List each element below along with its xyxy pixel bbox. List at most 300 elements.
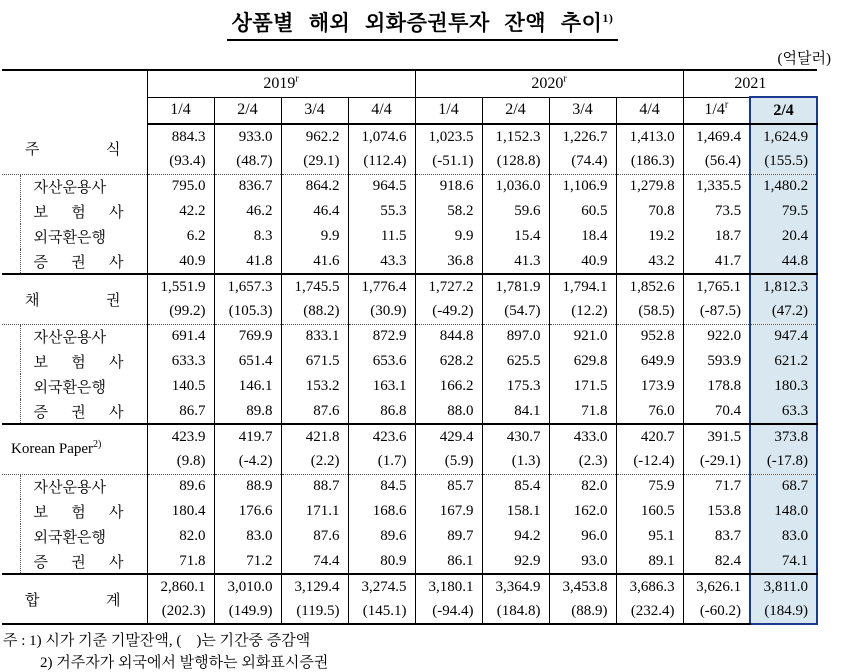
sub-value-cell: 71.7 <box>683 474 750 499</box>
value-cell: 429.4 <box>415 424 482 449</box>
sub-value-cell: 180.3 <box>750 374 817 399</box>
sub-label-char: 사 <box>109 505 124 521</box>
sub-value-cell: 36.8 <box>415 249 482 274</box>
sub-row-label <box>20 249 147 274</box>
value-cell: 3,129.4 <box>281 574 348 599</box>
sub-label-char: 사 <box>109 355 124 371</box>
footnotes <box>3 630 845 672</box>
sub-value-cell: 671.5 <box>281 349 348 374</box>
change-cell: (232.4) <box>616 599 683 624</box>
sub-value-cell: 947.4 <box>750 324 817 349</box>
sub-value-cell: 59.6 <box>482 199 549 224</box>
change-cell: (1.7) <box>348 449 415 474</box>
change-cell: (155.5) <box>750 149 817 174</box>
sub-label-char: 증 <box>33 404 48 421</box>
sub-value-cell: 1,036.0 <box>482 174 549 199</box>
sub-row <box>2 249 817 274</box>
value-cell: 962.2 <box>281 124 348 149</box>
section-value-row <box>2 424 817 449</box>
header-label-text: 4/4 <box>639 101 660 119</box>
sub-value-cell: 71.8 <box>549 399 616 424</box>
sub-value-cell: 964.5 <box>348 174 415 199</box>
row-label-char: 식 <box>106 142 121 159</box>
change-cell: (186.3) <box>616 149 683 174</box>
sub-row-label <box>20 474 147 499</box>
table-corner-cell <box>2 70 147 124</box>
change-cell: (-51.1) <box>415 149 482 174</box>
change-cell: (-12.4) <box>616 449 683 474</box>
year-header-row <box>2 70 817 97</box>
change-cell: (-60.2) <box>683 599 750 624</box>
data-table <box>2 69 818 625</box>
year-header-2019 <box>147 70 415 97</box>
sub-row-indent-spacer <box>2 349 20 374</box>
quarter-header-col2 <box>214 97 281 124</box>
sub-value-cell: 160.5 <box>616 499 683 524</box>
sub-row-label <box>20 549 147 574</box>
sub-value-cell: 20.4 <box>750 224 817 249</box>
sub-value-cell: 629.8 <box>549 349 616 374</box>
sub-value-cell: 162.0 <box>549 499 616 524</box>
sub-value-cell: 15.4 <box>482 224 549 249</box>
value-cell: 1,794.1 <box>549 274 616 299</box>
sub-value-cell: 18.4 <box>549 224 616 249</box>
sub-value-cell: 171.5 <box>549 374 616 399</box>
sub-label-char: 증 <box>33 254 48 271</box>
change-cell: (184.9) <box>750 599 817 624</box>
section-value-row <box>2 274 817 299</box>
sub-value-cell: 872.9 <box>348 324 415 349</box>
year-header-2020 <box>415 70 683 97</box>
sub-row-label-text: 자산운용사 <box>33 480 106 497</box>
header-label-text: 2/4 <box>773 101 794 119</box>
value-cell: 1,074.6 <box>348 124 415 149</box>
value-cell: 3,010.0 <box>214 574 281 599</box>
header-label-text: 1/4 <box>438 101 459 119</box>
change-cell: (128.8) <box>482 149 549 174</box>
sub-value-cell: 74.4 <box>281 549 348 574</box>
sub-value-cell: 168.6 <box>348 499 415 524</box>
sub-value-cell: 76.0 <box>616 399 683 424</box>
sub-value-cell: 70.8 <box>616 199 683 224</box>
sub-row-label-text: 외국환은행 <box>33 530 106 546</box>
row-label-text <box>2 289 147 310</box>
row-label-char: 주 <box>25 142 40 159</box>
sub-value-cell: 83.0 <box>750 524 817 549</box>
sub-value-cell: 11.5 <box>348 224 415 249</box>
header-superscript: r <box>724 99 729 111</box>
sub-row-indent-spacer <box>2 249 20 274</box>
row-label-char: 계 <box>106 592 121 609</box>
sub-value-cell: 41.7 <box>683 249 750 274</box>
value-cell: 1,812.3 <box>750 274 817 299</box>
sub-value-cell: 41.3 <box>482 249 549 274</box>
title-row <box>0 0 845 41</box>
page-title-text: 상품별 해외 외화증권투자 잔액 추이 <box>231 11 603 35</box>
sub-value-cell: 6.2 <box>147 224 214 249</box>
value-cell: 420.7 <box>616 424 683 449</box>
sub-value-cell: 63.3 <box>750 399 817 424</box>
row-label-char: 합 <box>25 592 40 609</box>
sub-value-cell: 68.7 <box>750 474 817 499</box>
section-value-row <box>2 124 817 149</box>
sub-value-cell: 88.7 <box>281 474 348 499</box>
section-value-row <box>2 574 817 599</box>
sub-row-indent-spacer <box>2 524 20 549</box>
value-cell: 1,765.1 <box>683 274 750 299</box>
header-superscript: r <box>563 73 567 85</box>
row-label <box>2 274 147 324</box>
quarter-header-col3 <box>281 97 348 124</box>
sub-value-cell: 1,480.2 <box>750 174 817 199</box>
sub-value-cell: 9.9 <box>415 224 482 249</box>
sub-value-cell: 922.0 <box>683 324 750 349</box>
value-cell: 1,413.0 <box>616 124 683 149</box>
sub-row-label-text: 외국환은행 <box>33 230 106 246</box>
value-cell: 1,226.7 <box>549 124 616 149</box>
table-header <box>2 70 817 124</box>
sub-value-cell: 146.1 <box>214 374 281 399</box>
unit-label: (억달러) <box>777 51 831 67</box>
value-cell: 1,776.4 <box>348 274 415 299</box>
sub-value-cell: 96.0 <box>549 524 616 549</box>
sub-value-cell: 836.7 <box>214 174 281 199</box>
row-label <box>2 424 147 474</box>
sub-value-cell: 46.2 <box>214 199 281 224</box>
sub-value-cell: 87.6 <box>281 524 348 549</box>
sub-value-cell: 173.9 <box>616 374 683 399</box>
quarter-header-col8 <box>616 97 683 124</box>
sub-label-char: 보 <box>33 505 48 521</box>
sub-label-char: 사 <box>109 404 124 421</box>
sub-row-label-text: 자산운용사 <box>33 180 106 197</box>
sub-row-indent-spacer <box>2 474 20 499</box>
sub-value-cell: 40.9 <box>549 249 616 274</box>
sub-value-cell: 952.8 <box>616 324 683 349</box>
header-superscript: 2) <box>93 438 102 450</box>
change-cell: (-29.1) <box>683 449 750 474</box>
value-cell: 1,624.9 <box>750 124 817 149</box>
change-cell: (112.4) <box>348 149 415 174</box>
sub-value-cell: 833.1 <box>281 324 348 349</box>
sub-value-cell: 41.6 <box>281 249 348 274</box>
sub-value-cell: 86.7 <box>147 399 214 424</box>
sub-label-char: 증 <box>33 554 48 571</box>
sub-value-cell: 70.4 <box>683 399 750 424</box>
year-header-2021 <box>683 70 817 97</box>
sub-label-char: 사 <box>109 554 124 571</box>
sub-value-cell: 176.6 <box>214 499 281 524</box>
sub-row <box>2 549 817 574</box>
sub-row <box>2 174 817 199</box>
change-cell: (-87.5) <box>683 299 750 324</box>
sub-row-label-text <box>34 501 124 522</box>
footnote-2: 2) 거주자가 외국에서 발행하는 외화표시증권 <box>40 655 329 671</box>
quarter-header-col10 <box>750 97 817 124</box>
sub-value-cell: 89.6 <box>348 524 415 549</box>
sub-value-cell: 82.0 <box>147 524 214 549</box>
sub-value-cell: 628.2 <box>415 349 482 374</box>
sub-value-cell: 82.0 <box>549 474 616 499</box>
sub-label-char: 보 <box>33 355 48 371</box>
sub-value-cell: 88.9 <box>214 474 281 499</box>
sub-value-cell: 41.8 <box>214 249 281 274</box>
sub-value-cell: 89.7 <box>415 524 482 549</box>
header-label-text: 2020 <box>531 74 564 92</box>
sub-value-cell: 175.3 <box>482 374 549 399</box>
sub-row-label <box>20 199 147 224</box>
sub-value-cell: 897.0 <box>482 324 549 349</box>
sub-value-cell: 93.0 <box>549 549 616 574</box>
sub-value-cell: 79.5 <box>750 199 817 224</box>
sub-value-cell: 85.4 <box>482 474 549 499</box>
sub-row-label-text <box>34 551 124 572</box>
footnote-1: 주 : 1) 시가 기준 기말잔액, ( )는 기간중 증감액 <box>3 633 311 649</box>
sub-value-cell: 1,335.5 <box>683 174 750 199</box>
row-label <box>2 574 147 624</box>
sub-row-label <box>20 399 147 424</box>
change-cell: (5.9) <box>415 449 482 474</box>
header-label-text: 2/4 <box>505 101 526 119</box>
change-cell: (30.9) <box>348 299 415 324</box>
value-cell: 1,781.9 <box>482 274 549 299</box>
sub-value-cell: 171.1 <box>281 499 348 524</box>
sub-value-cell: 769.9 <box>214 324 281 349</box>
value-cell: 3,364.9 <box>482 574 549 599</box>
sub-value-cell: 795.0 <box>147 174 214 199</box>
sub-value-cell: 80.9 <box>348 549 415 574</box>
value-cell: 391.5 <box>683 424 750 449</box>
header-superscript: r <box>295 73 299 85</box>
sub-value-cell: 82.4 <box>683 549 750 574</box>
change-cell: (1.3) <box>482 449 549 474</box>
change-cell: (54.7) <box>482 299 549 324</box>
value-cell: 3,180.1 <box>415 574 482 599</box>
sub-value-cell: 8.3 <box>214 224 281 249</box>
sub-value-cell: 621.2 <box>750 349 817 374</box>
sub-label-char: 험 <box>71 205 86 221</box>
sub-value-cell: 649.9 <box>616 349 683 374</box>
sub-row-label <box>20 524 147 549</box>
sub-label-char: 보 <box>33 205 48 221</box>
quarter-header-col9 <box>683 97 750 124</box>
sub-value-cell: 163.1 <box>348 374 415 399</box>
sub-value-cell: 83.7 <box>683 524 750 549</box>
value-cell: 3,626.1 <box>683 574 750 599</box>
sub-label-char: 권 <box>71 404 86 421</box>
page-title <box>227 7 619 41</box>
sub-row <box>2 224 817 249</box>
value-cell: 419.7 <box>214 424 281 449</box>
value-cell: 2,860.1 <box>147 574 214 599</box>
sub-label-char: 권 <box>71 554 86 571</box>
sub-value-cell: 73.5 <box>683 199 750 224</box>
sub-row-label <box>20 174 147 199</box>
change-cell: (56.4) <box>683 149 750 174</box>
sub-row-indent-spacer <box>2 199 20 224</box>
header-label-text: 1/4 <box>704 101 725 119</box>
sub-value-cell: 44.8 <box>750 249 817 274</box>
value-cell: 1,152.3 <box>482 124 549 149</box>
sub-value-cell: 864.2 <box>281 174 348 199</box>
sub-row-indent-spacer <box>2 499 20 524</box>
sub-value-cell: 1,279.8 <box>616 174 683 199</box>
sub-row <box>2 499 817 524</box>
sub-value-cell: 40.9 <box>147 249 214 274</box>
sub-value-cell: 95.1 <box>616 524 683 549</box>
sub-row-label <box>20 224 147 249</box>
sub-value-cell: 71.8 <box>147 549 214 574</box>
sub-value-cell: 87.6 <box>281 399 348 424</box>
sub-value-cell: 19.2 <box>616 224 683 249</box>
change-cell: (12.2) <box>549 299 616 324</box>
row-label-text <box>2 589 147 610</box>
sub-row <box>2 524 817 549</box>
sub-value-cell: 94.2 <box>482 524 549 549</box>
change-cell: (202.3) <box>147 599 214 624</box>
change-cell: (-4.2) <box>214 449 281 474</box>
row-label-char: 권 <box>106 292 121 309</box>
sub-value-cell: 43.2 <box>616 249 683 274</box>
sub-value-cell: 84.1 <box>482 399 549 424</box>
sub-row-label <box>20 324 147 349</box>
sub-row <box>2 399 817 424</box>
sub-value-cell: 844.8 <box>415 324 482 349</box>
sub-row-indent-spacer <box>2 174 20 199</box>
sub-value-cell: 651.4 <box>214 349 281 374</box>
value-cell: 3,811.0 <box>750 574 817 599</box>
change-cell: (119.5) <box>281 599 348 624</box>
sub-value-cell: 46.4 <box>281 199 348 224</box>
change-cell: (48.7) <box>214 149 281 174</box>
change-cell: (99.2) <box>147 299 214 324</box>
sub-value-cell: 84.5 <box>348 474 415 499</box>
row-label <box>2 124 147 174</box>
sub-row-indent-spacer <box>2 224 20 249</box>
sub-value-cell: 88.0 <box>415 399 482 424</box>
sub-value-cell: 1,106.9 <box>549 174 616 199</box>
change-cell: (105.3) <box>214 299 281 324</box>
sub-value-cell: 42.2 <box>147 199 214 224</box>
sub-value-cell: 593.9 <box>683 349 750 374</box>
quarter-header-col1 <box>147 97 214 124</box>
value-cell: 1,657.3 <box>214 274 281 299</box>
sub-row-indent-spacer <box>2 324 20 349</box>
value-cell: 1,727.2 <box>415 274 482 299</box>
sub-value-cell: 86.1 <box>415 549 482 574</box>
sub-row <box>2 324 817 349</box>
page-title-superscript: 1) <box>602 11 614 25</box>
sub-value-cell: 166.2 <box>415 374 482 399</box>
sub-value-cell: 60.5 <box>549 199 616 224</box>
table-body <box>2 124 817 624</box>
change-cell: (149.9) <box>214 599 281 624</box>
sub-value-cell: 153.8 <box>683 499 750 524</box>
change-cell: (2.3) <box>549 449 616 474</box>
sub-value-cell: 167.9 <box>415 499 482 524</box>
header-label-text: 3/4 <box>572 101 593 119</box>
sub-row-indent-spacer <box>2 374 20 399</box>
change-cell: (184.8) <box>482 599 549 624</box>
sub-row-label-text <box>34 251 124 272</box>
sub-value-cell: 148.0 <box>750 499 817 524</box>
sub-value-cell: 83.0 <box>214 524 281 549</box>
sub-value-cell: 158.1 <box>482 499 549 524</box>
sub-row-label-text <box>34 201 124 222</box>
sub-row-indent-spacer <box>2 549 20 574</box>
value-cell: 3,453.8 <box>549 574 616 599</box>
sub-label-char: 사 <box>109 205 124 221</box>
change-cell: (145.1) <box>348 599 415 624</box>
sub-row-label-text <box>34 401 124 422</box>
value-cell: 433.0 <box>549 424 616 449</box>
value-cell: 1,852.6 <box>616 274 683 299</box>
sub-value-cell: 653.6 <box>348 349 415 374</box>
sub-value-cell: 58.2 <box>415 199 482 224</box>
header-label-text: 1/4 <box>170 101 191 119</box>
sub-value-cell: 918.6 <box>415 174 482 199</box>
sub-value-cell: 74.1 <box>750 549 817 574</box>
sub-value-cell: 691.4 <box>147 324 214 349</box>
sub-value-cell: 85.7 <box>415 474 482 499</box>
change-cell: (88.9) <box>549 599 616 624</box>
sub-row <box>2 349 817 374</box>
sub-label-char: 험 <box>71 505 86 521</box>
sub-row-label-text: 자산운용사 <box>33 330 106 347</box>
change-cell: (9.8) <box>147 449 214 474</box>
change-cell: (-49.2) <box>415 299 482 324</box>
value-cell: 1,551.9 <box>147 274 214 299</box>
value-cell: 1,023.5 <box>415 124 482 149</box>
value-cell: 3,274.5 <box>348 574 415 599</box>
sub-value-cell: 633.3 <box>147 349 214 374</box>
header-label-text: 2021 <box>734 74 767 92</box>
sub-value-cell: 43.3 <box>348 249 415 274</box>
sub-value-cell: 625.5 <box>482 349 549 374</box>
header-label-text: 2019 <box>263 74 296 92</box>
value-cell: 373.8 <box>750 424 817 449</box>
quarter-header-col5 <box>415 97 482 124</box>
header-label-text: 3/4 <box>304 101 325 119</box>
value-cell: 3,686.3 <box>616 574 683 599</box>
value-cell: 1,745.5 <box>281 274 348 299</box>
change-cell: (74.4) <box>549 149 616 174</box>
sub-value-cell: 180.4 <box>147 499 214 524</box>
quarter-header-col6 <box>482 97 549 124</box>
header-label-text: 4/4 <box>371 101 392 119</box>
change-cell: (47.2) <box>750 299 817 324</box>
value-cell: 430.7 <box>482 424 549 449</box>
sub-value-cell: 55.3 <box>348 199 415 224</box>
sub-value-cell: 89.1 <box>616 549 683 574</box>
sub-label-char: 권 <box>71 254 86 271</box>
quarter-header-col7 <box>549 97 616 124</box>
sub-row-label <box>20 349 147 374</box>
change-cell: (58.5) <box>616 299 683 324</box>
sub-row-label-text <box>34 351 124 372</box>
sub-row-label <box>20 499 147 524</box>
sub-value-cell: 75.9 <box>616 474 683 499</box>
sub-value-cell: 86.8 <box>348 399 415 424</box>
sub-value-cell: 921.0 <box>549 324 616 349</box>
sub-label-char: 험 <box>71 355 86 371</box>
row-label-char: 채 <box>25 292 40 309</box>
change-cell: (2.2) <box>281 449 348 474</box>
change-cell: (88.2) <box>281 299 348 324</box>
change-cell: (29.1) <box>281 149 348 174</box>
sub-row <box>2 199 817 224</box>
sub-label-char: 사 <box>109 254 124 271</box>
